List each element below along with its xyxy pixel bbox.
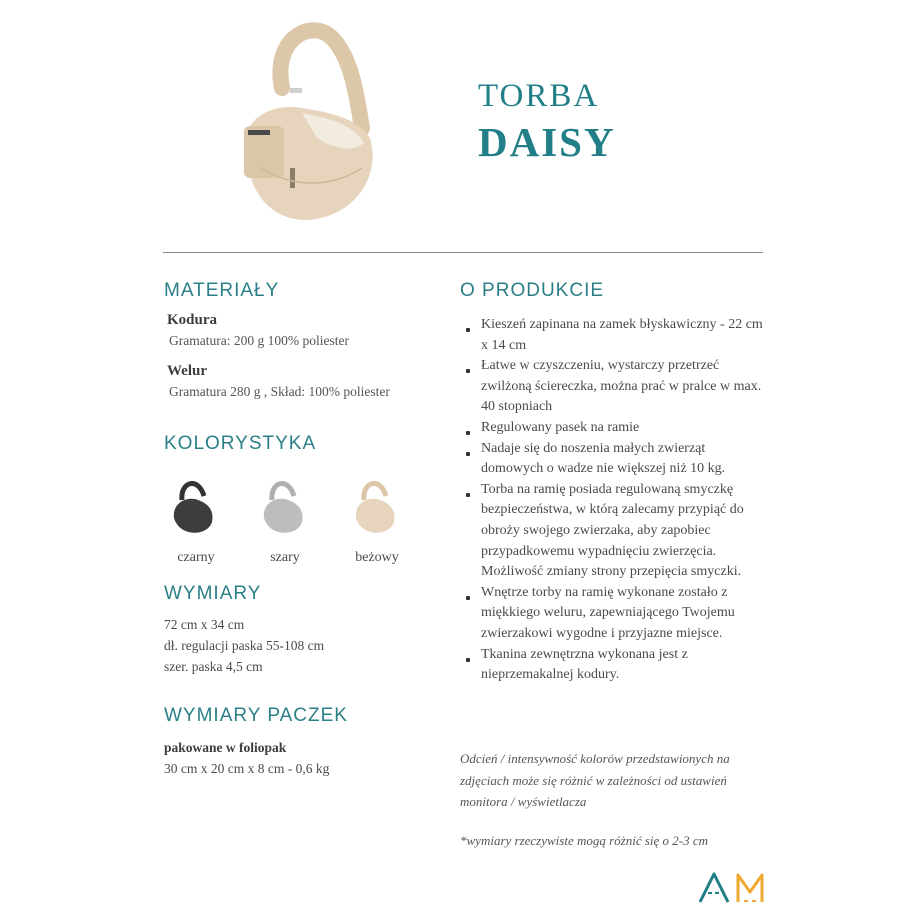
color-swatch-beige — [350, 478, 400, 545]
list-item: Nadaje się do noszenia małych zwierząt domowych o wadze nie większej niż 10 kg. — [460, 439, 770, 480]
material-desc: Gramatura: 200 g 100% poliester — [169, 333, 349, 348]
list-item: Wnętrze torby na ramię wykonane zostało z miękkiego weluru, zapewniającego Twojemu zwierzakowi wygodne i przyjazne miejsce. — [460, 583, 770, 645]
color-label: beżowy — [355, 550, 399, 565]
color-disclaimer: Odcień / intensywność kolorów przedstawionych na zdjęciach może się różnić w zależności od ustawień monitora / wyświetlacza — [460, 751, 730, 809]
list-item: Tkanina zewnętrzna wykonana jest z nieprzemakalnej kodury. — [460, 645, 770, 686]
dimension-line: szer. paska 4,5 cm — [164, 659, 263, 674]
list-item: Kieszeń zapinana na zamek błyskawiczny - 22 cm x 14 cm — [460, 315, 770, 356]
package-dimensions: 30 cm x 20 cm x 8 cm - 0,6 kg — [164, 761, 330, 776]
list-item: Regulowany pasek na ramie — [460, 418, 770, 439]
package-heading: WYMIARY PACZEK — [164, 705, 348, 726]
list-item: Torba na ramię posiada regulowaną smyczkę bezpieczeństwa, w którą zalecamy przypiąć do obroży swojego zwierzaka, aby zapobiec przypadkowemu wypadnięciu zwierzęcia. Możliwość zmiany strony przepięcia smyczki. — [460, 480, 770, 583]
dimension-line: dł. regulacji paska 55-108 cm — [164, 638, 325, 653]
material-name: Kodura — [167, 312, 218, 328]
package-subheading: pakowane w foliopak — [164, 740, 287, 755]
color-swatch-grey — [258, 478, 308, 545]
color-swatch-black — [168, 478, 218, 545]
color-label: szary — [270, 550, 300, 565]
brand-logo — [694, 870, 774, 906]
material-desc: Gramatura 280 g , Skład: 100% poliester — [169, 384, 390, 399]
dimensions-heading: WYMIARY — [164, 583, 262, 604]
dimension-line: 72 cm x 34 cm — [164, 617, 245, 632]
dimensions-footnote: *wymiary rzeczywiste mogą różnić się o 2-3 cm — [460, 833, 709, 848]
divider — [163, 252, 763, 253]
list-item: Łatwe w czyszczeniu, wystarczy przetrzeć zwilżoną ściereczka, można prać w pralce w max. 40 stopniach — [460, 356, 770, 418]
title-line1: TORBA — [478, 78, 600, 114]
product-image — [232, 18, 382, 228]
color-label: czarny — [177, 550, 215, 565]
production-heading: O PRODUKCIE — [460, 280, 605, 301]
production-list — [460, 315, 770, 686]
material-name: Welur — [167, 363, 207, 379]
materials-heading: MATERIAŁY — [164, 280, 280, 301]
colors-heading: KOLORYSTYKA — [164, 433, 317, 454]
product-title: DAISY — [478, 119, 616, 165]
